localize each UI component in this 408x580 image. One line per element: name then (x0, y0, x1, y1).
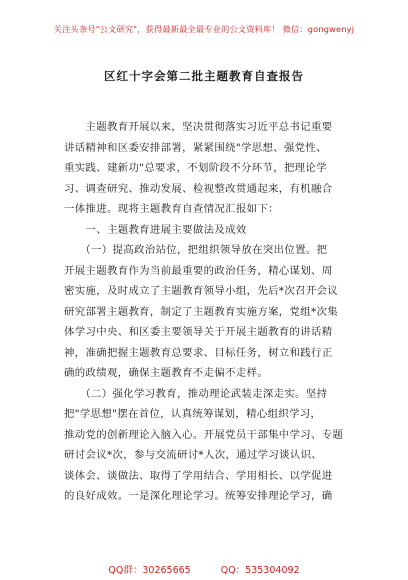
body-line: 研究部署主题教育，制定了主题教育实施方案，党组*次集 (64, 305, 339, 318)
footer-qq: QQ：535304092 (220, 565, 300, 576)
body-line: 一体推进。现将主题教育自查情况汇报如下： (64, 203, 279, 215)
header-banner: 关注头条号"公文研究"，获得最新最全最专业的公文资料库！ 微信：gongwenyj (53, 24, 355, 34)
body-line: 研讨会议*次，参与交流研讨*人次，通过学习谈认识、 (64, 449, 323, 461)
body-line: 的良好成效。一是深化理论学习。统筹安排理论学习，确 (64, 490, 333, 502)
body-line: 谈体会、谈做法、取得了学用结合、学用相长、以学促进 (64, 469, 333, 482)
body-line: 重实践、建新功"总要求，不划阶段不分环节，把理论学 (64, 162, 327, 174)
body-line: （一）提高政治站位，把组织领导放在突出位置。把 (64, 244, 328, 256)
section-heading: 一、主题教育进展主要做法及成效 (64, 223, 247, 236)
footer-contact (0, 562, 408, 576)
body-line: 确的政绩观，确保主题教育不走偏不走样。 (64, 367, 269, 379)
body-line: 神，准确把握主题教育总要求、目标任务，树立和践行正 (64, 346, 333, 359)
footer-qq-group: QQ群：30265665 (108, 565, 191, 576)
body-line: 体学习中央、和区委主要领导关于开展主题教育的讲话精 (64, 326, 333, 338)
body-line: 主题教育开展以来，坚决贯彻落实习近平总书记重要 (64, 121, 333, 133)
document-title: 区红十字会第二批主题教育自查报告 (104, 69, 304, 83)
body-line: 密实施，及时成立了主题教育领导小组，先后*次召开会议 (64, 285, 339, 297)
body-line: 开展主题教育作为当前最重要的政治任务，精心谋划、周 (64, 264, 333, 277)
body-line: 习、调查研究、推动发展、检视整改贯通起来，有机融合 (64, 182, 333, 195)
body-line: 讲话精神和区委安排部署，紧紧围绕"学思想、强党性、 (64, 141, 327, 154)
body-line: 推动党的创新理论入脑入心。开展党员干部集中学习、专题 (64, 428, 344, 441)
body-line: 把"学思想"摆在首位，认真统筹谋划，精心组织学习， (64, 408, 322, 420)
document-body (64, 117, 354, 507)
body-line: （二）强化学习教育，推动理论武装走深走实。坚持 (64, 387, 328, 400)
